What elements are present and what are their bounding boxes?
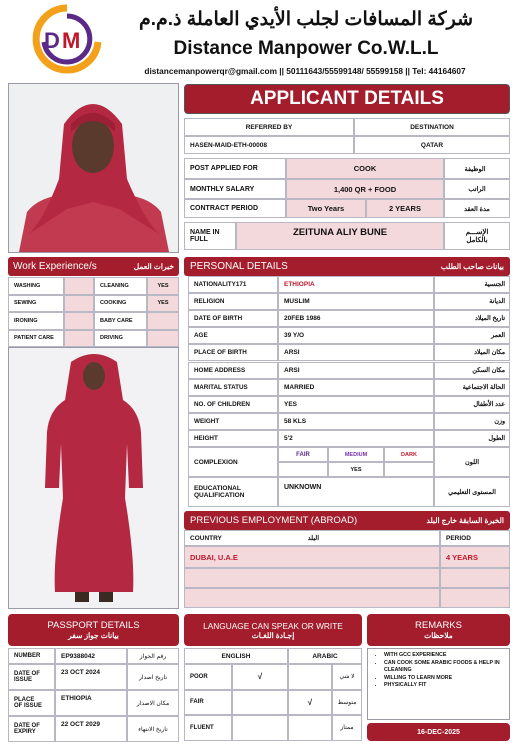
complexion-label: COMPLEXION [188, 447, 278, 477]
remarks-date: 16-DEC-2025 [367, 723, 510, 741]
remarks-header [367, 614, 510, 646]
personal-field-arabic: تاريخ الميلاد [434, 310, 510, 327]
language-header [184, 614, 362, 646]
complexion-medium: MEDIUM [328, 447, 384, 462]
contract-period-years: 2 YEARS [366, 199, 444, 218]
passport-field-label-line1: PLACE [14, 697, 35, 703]
work-skill-value [64, 295, 94, 313]
personal-field-arabic: العمر [434, 327, 510, 344]
personal-field-value: ARSI [278, 362, 434, 379]
work-skill-label: IRONING [8, 312, 64, 330]
personal-field-label: HOME ADDRESS [188, 362, 278, 379]
post-applied-arabic: الوظيفة [444, 158, 510, 179]
personal-details-header [184, 257, 510, 276]
contract-period-value: Two Years [286, 199, 366, 218]
personal-field-arabic: مكان الميلاد [434, 344, 510, 361]
company-logo [30, 2, 104, 76]
passport-field-value: 23 OCT 2024 [55, 664, 127, 690]
complexion-medium-mark: YES [328, 462, 384, 477]
work-skill-label: SEWING [8, 295, 64, 313]
work-experience-title-arabic: خبرات العمل [133, 262, 174, 271]
svg-text:M: M [62, 28, 81, 53]
language-level-arabic: ممتاز [332, 715, 362, 741]
previous-employment-title: PREVIOUS EMPLOYMENT (ABROAD) [190, 515, 358, 526]
work-skill-value [64, 277, 94, 295]
personal-field-value: YES [278, 396, 434, 413]
language-level-label: FAIR [184, 690, 232, 716]
passport-field-label [8, 690, 55, 716]
complexion-arabic: اللون [434, 447, 510, 477]
language-level-arabic: لا شي [332, 664, 362, 690]
full-name-label [184, 222, 236, 250]
education-label-line1: EDUCATIONAL [194, 485, 241, 492]
applicant-full-body-photo [8, 347, 179, 609]
work-experience-header [8, 257, 179, 276]
work-skill-label: CLEANING [94, 277, 147, 295]
remark-item: • CAN COOK SOME ARABIC FOODS & HELP IN CLEANING [384, 660, 505, 675]
previous-country-value: DUBAI, U.A.E [184, 546, 440, 568]
passport-field-value: 22 OCT 2029 [55, 716, 127, 742]
work-experience-title: Work Experience/s [13, 261, 97, 272]
language-arabic-mark: √ [288, 690, 332, 716]
passport-details-title: PASSPORT DETAILS [47, 620, 140, 631]
passport-field-label-line2: ISSUE [14, 677, 33, 683]
personal-field-value: ARSI [278, 344, 434, 361]
passport-field-label [8, 648, 55, 664]
personal-field-label: PLACE OF BIRTH [188, 344, 278, 361]
language-title-arabic: إجـادة اللغـات [251, 630, 295, 640]
language-arabic-mark [288, 715, 332, 741]
work-skill-value: YES [147, 277, 179, 295]
personal-details-title: PERSONAL DETAILS [190, 261, 288, 272]
passport-field-label-line2: OF ISSUE [14, 703, 43, 709]
personal-field-label: HEIGHT [188, 430, 278, 447]
work-skill-value [64, 312, 94, 330]
personal-field-arabic: مكان السكن [434, 362, 510, 379]
personal-field-value: 5'2 [278, 430, 434, 447]
passport-field-label [8, 716, 55, 742]
passport-field-label-line1: NUMBER [14, 653, 41, 659]
referred-by-label: REFERRED BY [184, 118, 354, 136]
svg-text:D: D [44, 28, 60, 53]
language-title: LANGUAGE CAN SPEAK OR WRITE [203, 620, 343, 631]
applicant-portrait-photo [8, 83, 179, 253]
complexion-fair-mark [278, 462, 328, 477]
applicant-details-title: APPLICANT DETAILS [184, 84, 510, 114]
language-level-label: POOR [184, 664, 232, 690]
passport-details-title-arabic: بيانات جواز سفر [68, 631, 119, 640]
personal-field-value: 20FEB 1986 [278, 310, 434, 327]
remark-item: • PHYSICALLY FIT [384, 682, 505, 690]
passport-details-header [8, 614, 179, 646]
language-level-arabic: متوسط [332, 690, 362, 716]
full-name-value: ZEITUNA ALIY BUNE [236, 222, 444, 250]
country-label-arabic: البلد [307, 535, 319, 542]
language-arabic-mark [288, 664, 332, 690]
remarks-list [376, 652, 505, 690]
passport-field-value: ETHIOPIA [55, 690, 127, 716]
previous-period-value: 4 YEARS [440, 546, 510, 568]
country-label [184, 530, 440, 546]
previous-employment-title-arabic: الخبرة السابقة خارج البلد [426, 516, 504, 525]
education-label-line2: QUALIFICATION [194, 492, 245, 499]
referred-by-value: HASEN-MAID-ETH-00008 [184, 136, 354, 154]
personal-field-label: DATE OF BIRTH [188, 310, 278, 327]
personal-field-value: MUSLIM [278, 293, 434, 310]
personal-field-value: MARRIED [278, 379, 434, 396]
previous-empty-row-1b [440, 568, 510, 588]
passport-field-value: EP9388042 [55, 648, 127, 664]
full-name-arabic-line2: بالكامل [466, 237, 488, 244]
destination-value: QATAR [354, 136, 510, 154]
remarks-title: REMARKS [415, 620, 462, 631]
personal-field-value: 39 Y/O [278, 327, 434, 344]
education-arabic: المستوى التعليمي [434, 477, 510, 507]
education-value: UNKNOWN [278, 477, 434, 507]
previous-empty-row-2b [440, 588, 510, 608]
remark-item: • WITH GCC EXPERIENCE [384, 652, 505, 660]
personal-field-label: NATIONALITY171 [188, 276, 278, 293]
personal-details-title-arabic: بيانات صاحب الطلب [440, 262, 504, 271]
passport-field-arabic: رقم الجواز [127, 648, 179, 664]
language-english-header: ENGLISH [184, 648, 288, 664]
personal-field-label: AGE [188, 327, 278, 344]
passport-field-label-line1: DATE OF [14, 723, 40, 729]
work-skill-label: DRIVING [94, 330, 147, 348]
language-english-mark [232, 715, 288, 741]
full-name-label-line2: FULL [190, 236, 208, 243]
remark-item: • WILLING TO LEARN MORE [384, 675, 505, 683]
language-arabic-header: ARABIC [288, 648, 362, 664]
country-label-text: COUNTRY [190, 534, 222, 542]
work-skill-value [64, 330, 94, 348]
passport-field-label [8, 664, 55, 690]
personal-field-arabic: وزن [434, 413, 510, 430]
personal-field-arabic: الديانة [434, 293, 510, 310]
work-skill-label: PATIENT CARE [8, 330, 64, 348]
work-skill-value: YES [147, 295, 179, 313]
monthly-salary-arabic: الراتب [444, 179, 510, 199]
full-name-arabic-line1: الإســـم [465, 229, 489, 236]
company-name-arabic: شركة المسافات لجلب الأيدي العاملة ذ.م.م [138, 9, 474, 30]
monthly-salary-label: MONTHLY SALARY [184, 179, 286, 199]
full-name-arabic [444, 222, 510, 250]
monthly-salary-value: 1,400 QR + FOOD [286, 179, 444, 199]
work-skill-label: BABY CARE [94, 312, 147, 330]
remarks-box [367, 648, 510, 720]
company-name-english: Distance Manpower Co.W.L.L [173, 38, 439, 59]
passport-field-arabic: مكان الاصدار [127, 690, 179, 716]
work-skill-label: WASHING [8, 277, 64, 295]
previous-employment-header [184, 511, 510, 530]
personal-field-label: NO. OF CHILDREN [188, 396, 278, 413]
previous-empty-row-2a [184, 588, 440, 608]
personal-field-arabic: الحالة الاجتماعية [434, 379, 510, 396]
complexion-dark-mark [384, 462, 434, 477]
language-english-mark: √ [232, 664, 288, 690]
work-skill-label: COOKING [94, 295, 147, 313]
passport-field-label-line1: DATE OF [14, 671, 40, 677]
remarks-title-arabic: ملاحظات [424, 631, 453, 640]
language-english-mark [232, 690, 288, 716]
passport-field-arabic: تاريخ اصدار [127, 664, 179, 690]
personal-field-arabic: الجنسية [434, 276, 510, 293]
personal-field-value: ETHIOPIA [278, 276, 434, 293]
personal-field-arabic: الطول [434, 430, 510, 447]
passport-field-arabic: تاريخ الانتهاء [127, 716, 179, 742]
full-name-label-line1: NAME IN [190, 229, 220, 236]
personal-field-label: RELIGION [188, 293, 278, 310]
contract-period-label: CONTRACT PERIOD [184, 199, 286, 218]
contact-line: distancemanpowerqr@gmail.com || 50111643/55599148/ 55599158 || Tel: 44164607 [144, 66, 466, 76]
work-skill-value [147, 312, 179, 330]
complexion-fair: FAIR [278, 447, 328, 462]
previous-empty-row-1a [184, 568, 440, 588]
post-applied-value: COOK [286, 158, 444, 179]
destination-label: DESTINATION [354, 118, 510, 136]
post-applied-label: POST APPLIED FOR [184, 158, 286, 179]
personal-field-value: 58 KLS [278, 413, 434, 430]
personal-field-label: WEIGHT [188, 413, 278, 430]
period-label: PERIOD [440, 530, 510, 546]
contract-period-arabic: مدة العقد [444, 199, 510, 218]
complexion-dark: DARK [384, 447, 434, 462]
work-skill-value [147, 330, 179, 348]
personal-field-arabic: عدد الأطفال [434, 396, 510, 413]
personal-field-label: MARITAL STATUS [188, 379, 278, 396]
education-label [188, 477, 278, 507]
language-level-label: FLUENT [184, 715, 232, 741]
passport-field-label-line2: EXPIRY [14, 729, 36, 735]
